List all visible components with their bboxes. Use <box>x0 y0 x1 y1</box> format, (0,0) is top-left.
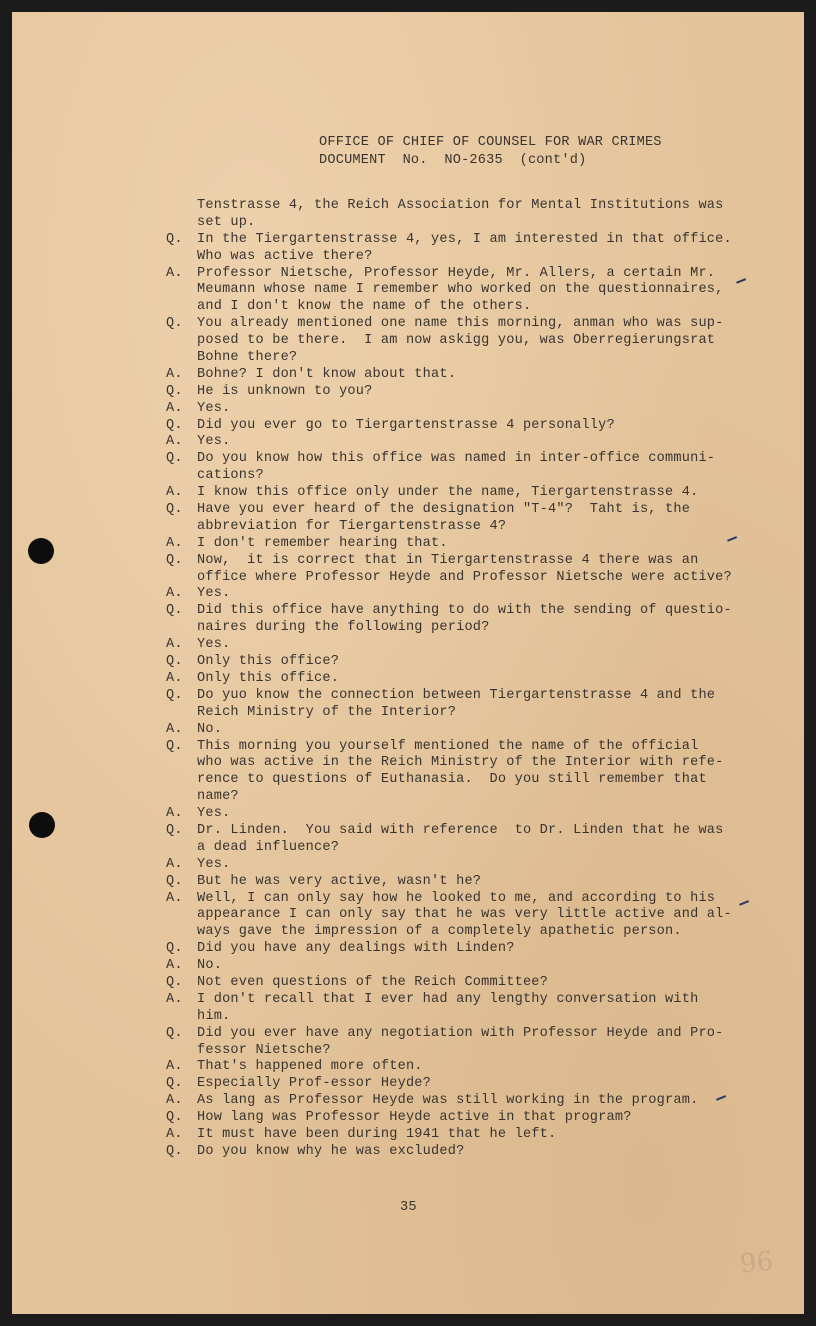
transcript-line <box>166 367 766 384</box>
speaker-label: Q. <box>166 822 183 838</box>
speaker-label: A. <box>166 1093 183 1109</box>
speaker-label: A. <box>166 856 183 872</box>
line-text: Bohne there? <box>197 350 298 366</box>
page-number: 35 <box>400 1200 417 1215</box>
line-text: cations? <box>197 468 264 484</box>
line-text: Tenstrasse 4, the Reich Association for Mental Institutions was <box>197 198 724 213</box>
pencil-annotation: 96 <box>738 1246 775 1280</box>
transcript-line <box>166 941 766 958</box>
speaker-label: Q. <box>166 738 183 754</box>
line-text: set up. <box>197 214 256 230</box>
line-text: Meumann whose name I remember who worked on the questionnaires, <box>197 282 724 298</box>
transcript-line <box>166 519 766 536</box>
speaker-label <box>166 789 197 806</box>
speaker-label: A. <box>166 637 183 653</box>
speaker-label: A. <box>166 485 183 501</box>
line-text: Yes. <box>197 400 231 416</box>
transcript-line <box>166 232 766 249</box>
line-text: Did you ever go to Tiergartenstrasse 4 personally? <box>197 417 615 433</box>
transcript-line <box>166 1127 766 1144</box>
speaker-label: A. <box>166 721 183 737</box>
line-text: Did this office have anything to do with the sending of questio- <box>197 603 732 619</box>
transcript-line <box>166 806 766 823</box>
transcript-line <box>166 772 766 789</box>
transcript-line <box>166 891 766 908</box>
transcript-line <box>166 1043 766 1060</box>
speaker-label: A. <box>166 586 183 602</box>
speaker-label <box>166 215 197 232</box>
transcript-line <box>166 401 766 418</box>
transcript-line <box>166 333 766 350</box>
speaker-label: Q. <box>166 941 183 957</box>
document-header <box>319 134 662 170</box>
line-text: That's happened more often. <box>197 1059 423 1075</box>
speaker-label <box>166 705 197 722</box>
transcript-line <box>166 789 766 806</box>
line-text: Do you know how this office was named in inter-office communi- <box>197 451 716 467</box>
transcript-line <box>166 384 766 401</box>
speaker-label <box>166 924 197 941</box>
line-text: Yes. <box>197 637 231 653</box>
line-text: Yes. <box>197 806 231 822</box>
speaker-label: A. <box>166 535 183 551</box>
speaker-label <box>166 299 197 316</box>
speaker-label <box>166 198 197 215</box>
speaker-label: Q. <box>166 316 183 332</box>
line-text: Have you ever heard of the designation "T-4"? Taht is, the <box>197 502 691 518</box>
line-text: No. <box>197 721 223 737</box>
transcript-line <box>166 603 766 620</box>
line-text: Did you ever have any negotiation with Professor Heyde and Pro- <box>197 1025 724 1041</box>
speaker-label: A. <box>166 806 183 822</box>
speaker-label: Q. <box>166 1025 183 1041</box>
transcript-line <box>166 350 766 367</box>
speaker-label: Q. <box>166 552 183 568</box>
transcript-line <box>166 1059 766 1076</box>
transcript-line <box>166 299 766 316</box>
transcript-line <box>166 958 766 975</box>
line-text: who was active in the Reich Ministry of the Interior with refe- <box>197 755 724 771</box>
speaker-label: Q. <box>166 1110 183 1126</box>
line-text: Reich Ministry of the Interior? <box>197 704 457 720</box>
transcript-line <box>166 1076 766 1093</box>
line-text: abbreviation for Tiergartenstrasse 4? <box>197 518 507 534</box>
line-text: ways gave the impression of a completely apathetic person. <box>197 924 682 940</box>
line-text: I don't remember hearing that. <box>197 535 448 551</box>
transcript-line <box>166 1110 766 1127</box>
speaker-label <box>166 519 197 536</box>
transcript-line <box>166 1093 766 1110</box>
line-text: No. <box>197 958 223 974</box>
transcript-line <box>166 874 766 891</box>
transcript-line <box>166 468 766 485</box>
speaker-label <box>166 620 197 637</box>
transcript-line <box>166 907 766 924</box>
speaker-label <box>166 840 197 857</box>
transcript-line <box>166 502 766 519</box>
interrogation-transcript <box>166 198 766 1161</box>
speaker-label: A. <box>166 265 183 281</box>
transcript-line <box>166 553 766 570</box>
transcript-line <box>166 637 766 654</box>
line-text: Do you know why he was excluded? <box>197 1143 465 1159</box>
speaker-label: Q. <box>166 974 183 990</box>
transcript-line <box>166 924 766 941</box>
line-text: Now, it is correct that in Tiergartenstrasse 4 there was an <box>197 552 699 568</box>
transcript-line <box>166 198 766 215</box>
line-text: Not even questions of the Reich Committee? <box>197 974 549 990</box>
line-text: Yes. <box>197 856 231 872</box>
line-text: In the Tiergartenstrasse 4, yes, I am interested in that office. <box>197 231 732 247</box>
transcript-line <box>166 705 766 722</box>
transcript-line <box>166 975 766 992</box>
line-text: him. <box>197 1008 231 1024</box>
speaker-label: Q. <box>166 873 183 889</box>
line-text: Especially Prof-essor Heyde? <box>197 1076 432 1092</box>
transcript-line <box>166 485 766 502</box>
line-text: Did you have any dealings with Linden? <box>197 941 515 957</box>
transcript-line <box>166 722 766 739</box>
punch-hole <box>29 812 55 838</box>
speaker-label: A. <box>166 670 183 686</box>
speaker-label: A. <box>166 890 183 906</box>
speaker-label: Q. <box>166 383 183 399</box>
line-text: I know this office only under the name, Tiergartenstrasse 4. <box>197 485 699 501</box>
speaker-label: Q. <box>166 1143 183 1159</box>
speaker-label <box>166 350 197 367</box>
line-text: Do yuo know the connection between Tiergartenstrasse 4 and the <box>197 687 716 703</box>
line-text: naires during the following period? <box>197 620 490 636</box>
transcript-line <box>166 215 766 232</box>
transcript-line <box>166 418 766 435</box>
line-text: Yes. <box>197 434 231 450</box>
line-text: It must have been during 1941 that he left. <box>197 1126 557 1142</box>
transcript-line <box>166 823 766 840</box>
line-text: But he was very active, wasn't he? <box>197 873 482 889</box>
transcript-line <box>166 570 766 587</box>
speaker-label: Q. <box>166 231 183 247</box>
speaker-label: A. <box>166 400 183 416</box>
transcript-line <box>166 654 766 671</box>
line-text: Well, I can only say how he looked to me, and according to his <box>197 890 716 906</box>
line-text: appearance I can only say that he was very little active and al- <box>197 907 732 923</box>
speaker-label: Q. <box>166 417 183 433</box>
line-text: As lang as Professor Heyde was still working in the program. <box>197 1093 699 1109</box>
speaker-label: Q. <box>166 603 183 619</box>
speaker-label: A. <box>166 958 183 974</box>
speaker-label <box>166 1009 197 1026</box>
speaker-label <box>166 570 197 587</box>
transcript-line <box>166 316 766 333</box>
speaker-label: A. <box>166 434 183 450</box>
transcript-line <box>166 282 766 299</box>
speaker-label: A. <box>166 1126 183 1142</box>
speaker-label <box>166 907 197 924</box>
transcript-line <box>166 671 766 688</box>
speaker-label <box>166 1043 197 1060</box>
header-office-title: OFFICE OF CHIEF OF COUNSEL FOR WAR CRIMES <box>319 135 662 150</box>
transcript-line <box>166 266 766 283</box>
speaker-label: A. <box>166 991 183 1007</box>
speaker-label: Q. <box>166 451 183 467</box>
line-text: He is unknown to you? <box>197 383 373 399</box>
speaker-label: Q. <box>166 654 183 670</box>
speaker-label <box>166 333 197 350</box>
line-text: I don't recall that I ever had any lengthy conversation with <box>197 991 699 1007</box>
line-text: rence to questions of Euthanasia. Do you still remember that <box>197 772 707 788</box>
line-text: and I don't know the name of the others. <box>197 299 532 315</box>
line-text: office where Professor Heyde and Professor Nietsche were active? <box>197 569 732 585</box>
speaker-label: A. <box>166 366 183 382</box>
speaker-label: Q. <box>166 1076 183 1092</box>
line-text: posed to be there. I am now askigg you, was Oberregierungsrat <box>197 333 716 349</box>
transcript-line <box>166 536 766 553</box>
transcript-line <box>166 586 766 603</box>
line-text: Who was active there? <box>197 248 373 264</box>
transcript-line <box>166 755 766 772</box>
speaker-label <box>166 755 197 772</box>
transcript-line <box>166 739 766 756</box>
transcript-line <box>166 1009 766 1026</box>
transcript-line <box>166 620 766 637</box>
line-text: a dead influence? <box>197 839 340 855</box>
line-text: How lang was Professor Heyde active in that program? <box>197 1110 632 1126</box>
transcript-line <box>166 249 766 266</box>
speaker-label: Q. <box>166 502 183 518</box>
speaker-label: Q. <box>166 687 183 703</box>
line-text: Only this office. <box>197 670 340 686</box>
transcript-line <box>166 857 766 874</box>
speaker-label <box>166 282 197 299</box>
speaker-label <box>166 468 197 485</box>
speaker-label <box>166 249 197 266</box>
line-text: Bohne? I don't know about that. <box>197 366 457 382</box>
line-text: Yes. <box>197 586 231 602</box>
line-text: Dr. Linden. You said with reference to Dr. Linden that he was <box>197 822 724 838</box>
transcript-line <box>166 1144 766 1161</box>
transcript-line <box>166 1026 766 1043</box>
punch-hole <box>28 538 54 564</box>
transcript-line <box>166 451 766 468</box>
header-document-number: DOCUMENT No. NO-2635 (cont'd) <box>319 153 587 168</box>
transcript-line <box>166 434 766 451</box>
transcript-line <box>166 840 766 857</box>
speaker-label: A. <box>166 1059 183 1075</box>
transcript-line <box>166 992 766 1009</box>
transcript-line <box>166 688 766 705</box>
line-text: name? <box>197 789 239 805</box>
line-text: Only this office? <box>197 654 340 670</box>
line-text: You already mentioned one name this morning, anman who was sup- <box>197 316 724 332</box>
line-text: Professor Nietsche, Professor Heyde, Mr. Allers, a certain Mr. <box>197 265 716 281</box>
line-text: This morning you yourself mentioned the name of the official <box>197 738 699 754</box>
line-text: fessor Nietsche? <box>197 1042 331 1058</box>
speaker-label <box>166 772 197 789</box>
